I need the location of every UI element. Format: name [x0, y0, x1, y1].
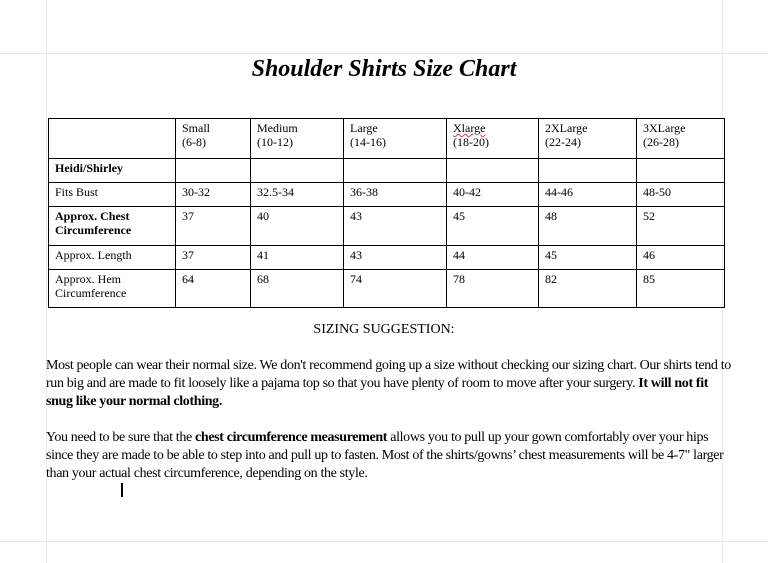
table-cell: 40: [251, 207, 344, 246]
table-cell: 36-38: [344, 183, 447, 207]
header-cell-large: Large (14-16): [344, 119, 447, 159]
table-cell: 48-50: [637, 183, 725, 207]
table-cell: 37: [176, 207, 251, 246]
table-cell: [344, 159, 447, 183]
table-row-fits-bust: [49, 183, 725, 207]
header-cell-3xlarge: 3XLarge (26-28): [637, 119, 725, 159]
table-cell: 30-32: [176, 183, 251, 207]
text-cursor: [121, 483, 123, 497]
document-title: Shoulder Shirts Size Chart: [251, 56, 517, 82]
table-cell: 46: [637, 246, 725, 270]
header-cell-small: Small (6-8): [176, 119, 251, 159]
header-cell-xlarge: Xlarge (18-20): [447, 119, 539, 159]
table-cell: 45: [447, 207, 539, 246]
row-label: Fits Bust: [49, 183, 176, 207]
table-cell: 43: [344, 246, 447, 270]
table-cell: [251, 159, 344, 183]
row-label: Approx. Length: [49, 246, 176, 270]
page-guide-line-top: [0, 53, 768, 54]
table-cell: 45: [539, 246, 637, 270]
header-cell-empty: [49, 119, 176, 159]
group-label-cell: Heidi/Shirley: [49, 159, 176, 183]
header-cell-2xlarge: 2XLarge (22-24): [539, 119, 637, 159]
table-cell: 85: [637, 270, 725, 308]
table-cell: [539, 159, 637, 183]
table-cell: 74: [344, 270, 447, 308]
table-row-length: [49, 246, 725, 270]
table-cell: 32.5-34: [251, 183, 344, 207]
table-cell: 82: [539, 270, 637, 308]
paragraph-chest-measurement: You need to be sure that the chest circumference measurement allows you to pull up your gown comfortably over your hips since they are made to be able to step into and pull up to fasten. Most of the shirts/gowns’ chest measurements will be 4-7" larger than your actual chest circumference, depending on the style.: [46, 430, 724, 481]
table-cell: 52: [637, 207, 725, 246]
sizing-suggestion-heading: SIZING SUGGESTION:: [313, 322, 455, 337]
page-guide-line-bottom: [0, 541, 768, 542]
spellcheck-word[interactable]: Xlarge: [453, 121, 486, 135]
table-row-group: [49, 159, 725, 183]
row-label: Approx. Hem Circumference: [49, 270, 176, 308]
table-cell: 44: [447, 246, 539, 270]
table-row-chest: [49, 207, 725, 246]
table-cell: 43: [344, 207, 447, 246]
table-cell: 44-46: [539, 183, 637, 207]
table-row-hem: [49, 270, 725, 308]
table-cell: [447, 159, 539, 183]
table-cell: 78: [447, 270, 539, 308]
table-cell: 48: [539, 207, 637, 246]
row-label: Approx. Chest Circumference: [49, 207, 176, 246]
header-cell-medium: Medium (10-12): [251, 119, 344, 159]
table-cell: 41: [251, 246, 344, 270]
paragraph-fit-advice: Most people can wear their normal size. We don't recommend going up a size without checking our sizing chart. Our shirts tend to run big and are made to fit loosely like a pajama top so that you have plenty of room to move after your surgery. It will not fit snug like your normal clothing.: [46, 358, 731, 409]
table-header-row: [49, 119, 725, 159]
table-cell: 37: [176, 246, 251, 270]
table-cell: [637, 159, 725, 183]
table-cell: [176, 159, 251, 183]
size-chart-table: [48, 118, 725, 308]
table-cell: 64: [176, 270, 251, 308]
table-cell: 40-42: [447, 183, 539, 207]
table-cell: 68: [251, 270, 344, 308]
